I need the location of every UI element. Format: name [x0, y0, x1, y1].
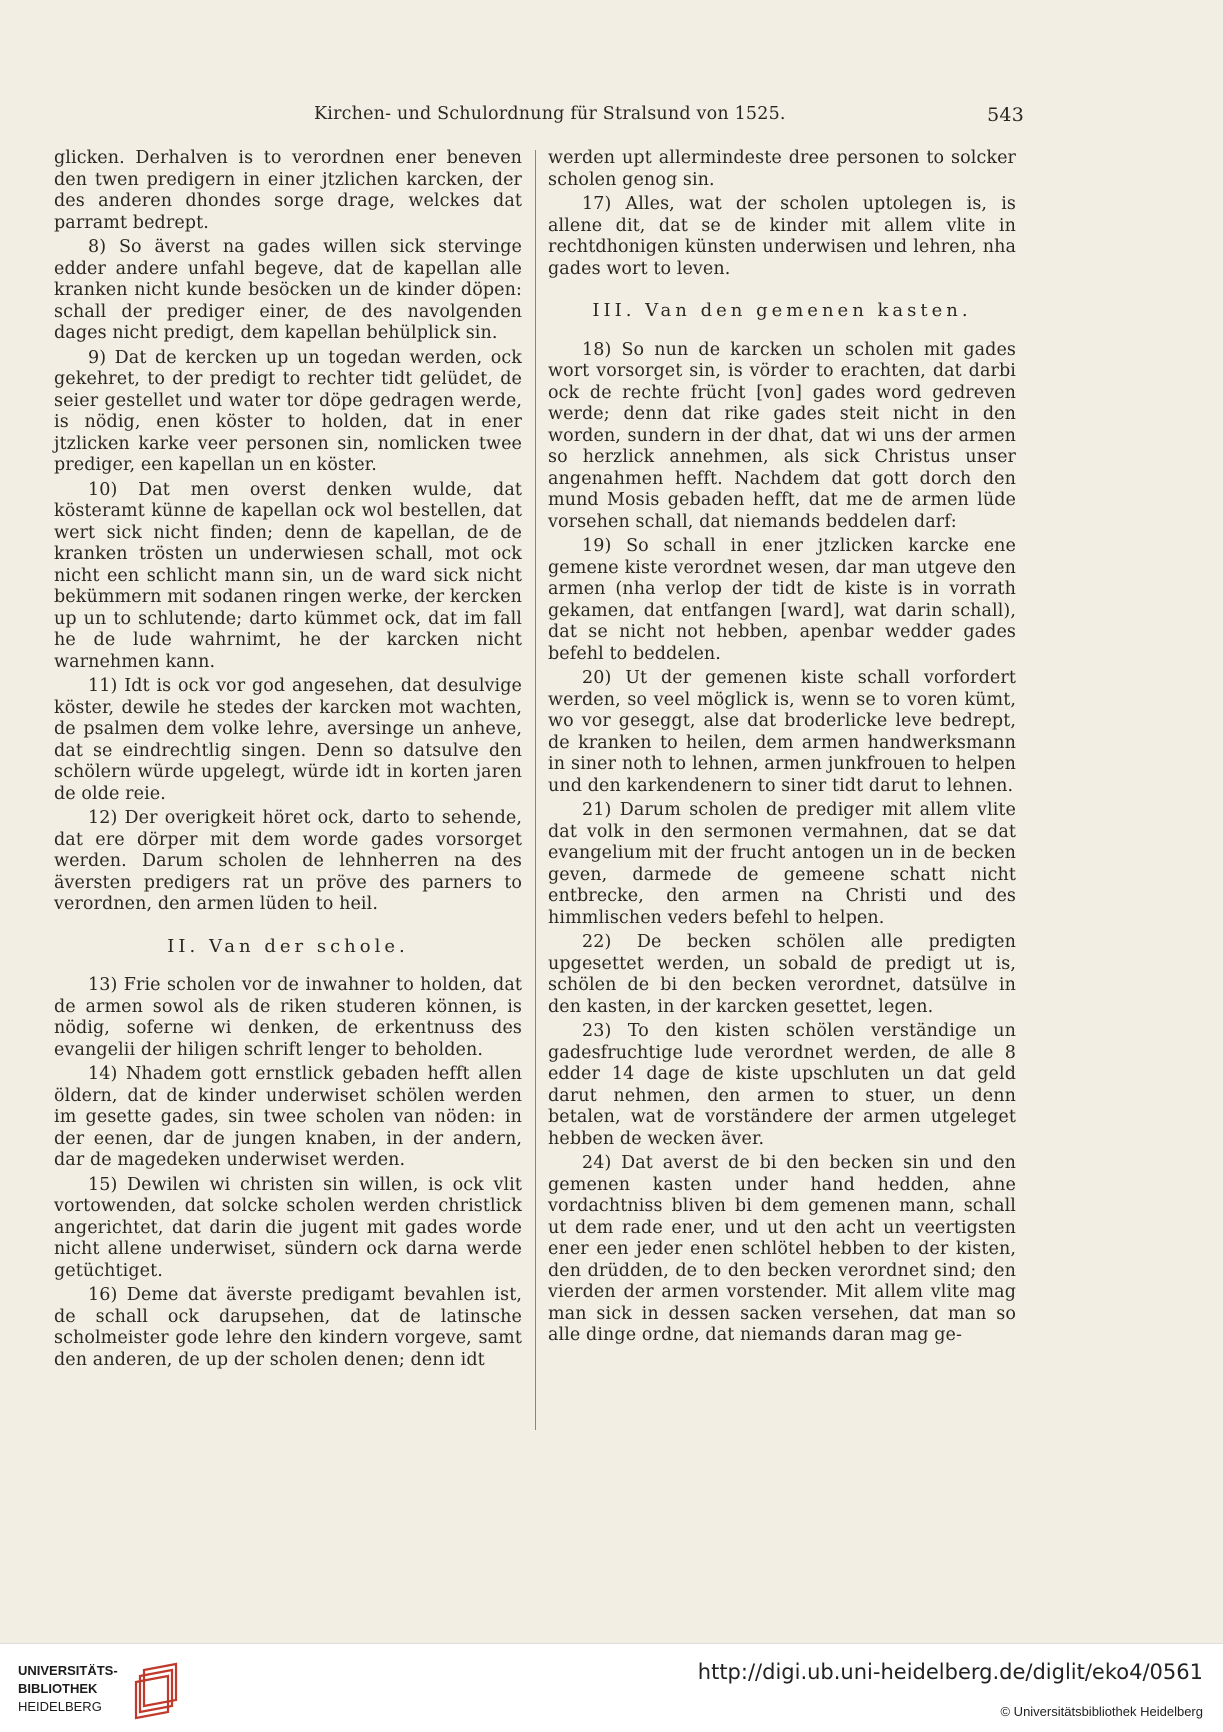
logo-line-1: UNIVERSITÄTS-	[18, 1663, 118, 1678]
library-logo-icon	[126, 1660, 190, 1724]
paragraph: 13) Frie scholen vor de inwahner to holden, dat de armen sowol als de riken studeren können, is nödig, soferne wi denken, de erkentnuss des evangelii der hiligen schrift lenger to beholden.	[54, 975, 522, 1060]
paragraph: 20) Ut der gemenen kiste schall vorfordert werden, so veel möglick is, wenn se to voren kümt, wo vor geseggt, alse dat broderlicke leve bedrept, de kranken to heilen, dem armen handwerksmann in siner noth to lehnen, armen junkfrouen to helpen und den karkendenern to siner tidt darut to lehnen.	[548, 668, 1016, 796]
paragraph: werden upt allermindeste dree personen to solcker scholen genog sin.	[548, 148, 1016, 190]
paragraph: 10) Dat men overst denken wulde, dat kösteramt künne de kapellan ock wol bestellen, dat wert sick nicht finden; denn de kapellan, de de kranken trösten un underwiesen schall, mot ock nicht een schlicht mann sin, un de ward sick nicht bekümmern mit sodanen ringen werke, der kercken up un to schlutende; darto kümmet ock, dat im fall he de lude wahrnimt, he der karcken nicht warnehmen kann.	[54, 479, 522, 672]
paragraph: 8) So äverst na gades willen sick stervinge edder andere unfahl begeve, dat de kapellan alle kranken nicht kunde besöcken un de kinder döpen: schall der prediger einer, de des navolgenden dages nicht predigt, dem kapellan behülplick sin.	[54, 237, 522, 343]
paragraph: 17) Alles, wat der scholen uptolegen is, is allene dit, dat se de kinder mit allem vlite in rechtdhonigen künsten underwisen und lehren, nha gades wort to leven.	[548, 194, 1016, 279]
copyright-notice: © Universitätsbibliothek Heidelberg	[1000, 1704, 1203, 1719]
library-logo[interactable]	[18, 1660, 218, 1720]
page-number: 543	[987, 104, 1024, 126]
paragraph: 21) Darum scholen de prediger mit allem vlite dat volk in den sermonen vermahnen, dat se dat evangelium mit der frucht antogen un in de becken geven, darmede de gemeene schatt nicht entbrecke, den armen na Christi und des himmlischen veders befehl to helpen.	[548, 800, 1016, 928]
paragraph: 16) Deme dat äverste predigamt bevahlen ist, de schall ock darupsehen, dat de latinsche scholmeister gode lehre den kindern vorgeve, samt den anderen, de up der scholen denen; denn idt	[54, 1285, 522, 1370]
logo-line-2: BIBLIOTHEK	[18, 1681, 98, 1696]
running-title: Kirchen- und Schulordnung für Stralsund von 1525.	[314, 104, 786, 124]
section-heading: III. Van den gemenen kasten.	[592, 300, 972, 321]
section-heading: II. Van der schole.	[167, 935, 409, 957]
running-head	[54, 104, 1024, 128]
paragraph: 18) So nun de karcken un scholen mit gades wort vorsorget sin, is vörder to erachten, dat darbi ock de rechte frücht [von] gades word gedreven werde; denn dat rike gades steit nicht in den worden, sundern in der dhat, dat wi uns der armen so herzlick annehmen, als sick Christus unser angenahmen hefft. Nachdem dat gott dorch den mund Mosis gebaden hefft, dat me de armen lüde vorsehen schall, dat niemands beddelen darf:	[548, 339, 1016, 532]
logo-text	[18, 1662, 118, 1716]
permalink-url[interactable]: http://digi.ub.uni-heidelberg.de/diglit/eko4/0561	[697, 1660, 1203, 1684]
footer-bar	[0, 1643, 1223, 1732]
logo-line-3: HEIDELBERG	[18, 1699, 102, 1714]
column-divider	[535, 150, 536, 1430]
paragraph: 14) Nhadem gott ernstlick gebaden hefft allen öldern, dat de kinder underwiset schölen werden im gesette gades, sin twee scholen van nöden: in der eenen, dar de jungen knaben, in der andern, dar de magedeken underwiset werden.	[54, 1064, 522, 1170]
paragraph: 23) To den kisten schölen verständige un gadesfruchtige lude verordnet werden, de alle 8 edder 14 dage de kiste upschluten un dat geld darut nehmen, den armen to stuer, un denn betalen, wat de vorständere der armen utgeleget hebben de wecken äver.	[548, 1021, 1016, 1149]
paragraph: 15) Dewilen wi christen sin willen, is ock vlit vortowenden, dat solcke scholen werden christlick angerichtet, dat darin die jugent mit gades worde nicht allene underwiset, sündern ock darna werde getüchtiget.	[54, 1174, 522, 1281]
paragraph: 12) Der overigkeit höret ock, darto to sehende, dat ere dörper mit dem worde gades vorsorget werden. Darum scholen de lehnherren na des äversten predigers rat un pröve des parners to verordnen, den armen lüden to heil.	[54, 808, 522, 914]
paragraph: 19) So schall in ener jtzlicken karcke ene gemene kiste verordnet wesen, dar man utgeve den armen (nha verlop der tidt de kiste is in vorrath gekamen, dat entfangen [ward], wat darin schall), dat se nicht not hebben, apenbar wedder gades befehl to beddelen.	[548, 536, 1016, 664]
left-column	[54, 148, 522, 1374]
paragraph: 11) Idt is ock vor god angesehen, dat desulvige köster, dewile he stedes der karcken mot wachten, de psalmen dem volke lehre, aversinge un anheve, dat se eindrechtlig singen. Denn so datsulve den schölern würde upgelegt, würde idt in korten jaren de olde reie.	[54, 676, 522, 804]
paragraph: glicken. Derhalven is to verordnen ener beneven den twen predigern in einer jtzlichen karcken, der des anderen dhondes sorge drage, welckes dat parramt bedrept.	[54, 148, 522, 233]
right-column	[548, 148, 1016, 1350]
paragraph: 9) Dat de kercken up un togedan werden, ock gekehret, to der predigt to rechter tidt gelüdet, de seier gestellet und water tor döpe gedragen werde, is nödig, enen köster to holden, dat in ener jtzlicken karke veer personen sin, nomlicken twee prediger, een kapellan un en köster.	[54, 347, 522, 475]
paragraph: 22) De becken schölen alle predigten upgesettet werden, un sobald de predigt ut is, schölen de bi den becken verordnet, datsülve in den kasten, in der karcken gesettet, legen.	[548, 932, 1016, 1017]
paragraph: 24) Dat averst de bi den becken sin und den gemenen kasten under hand hedden, ahne vordachtniss bliven bi dem gemenen mann, schall ut dem rade ener, und ut den acht un veertigsten ener een jeder enen schlötel hebben to der kisten, den drüdden, de to den becken verordnet sind; den vierden der armen vorstender. Mit allem vlite mag man sick in dessen sacken versehen, dat man so alle dinge ordne, dat niemands daran mag ge-	[548, 1153, 1016, 1345]
